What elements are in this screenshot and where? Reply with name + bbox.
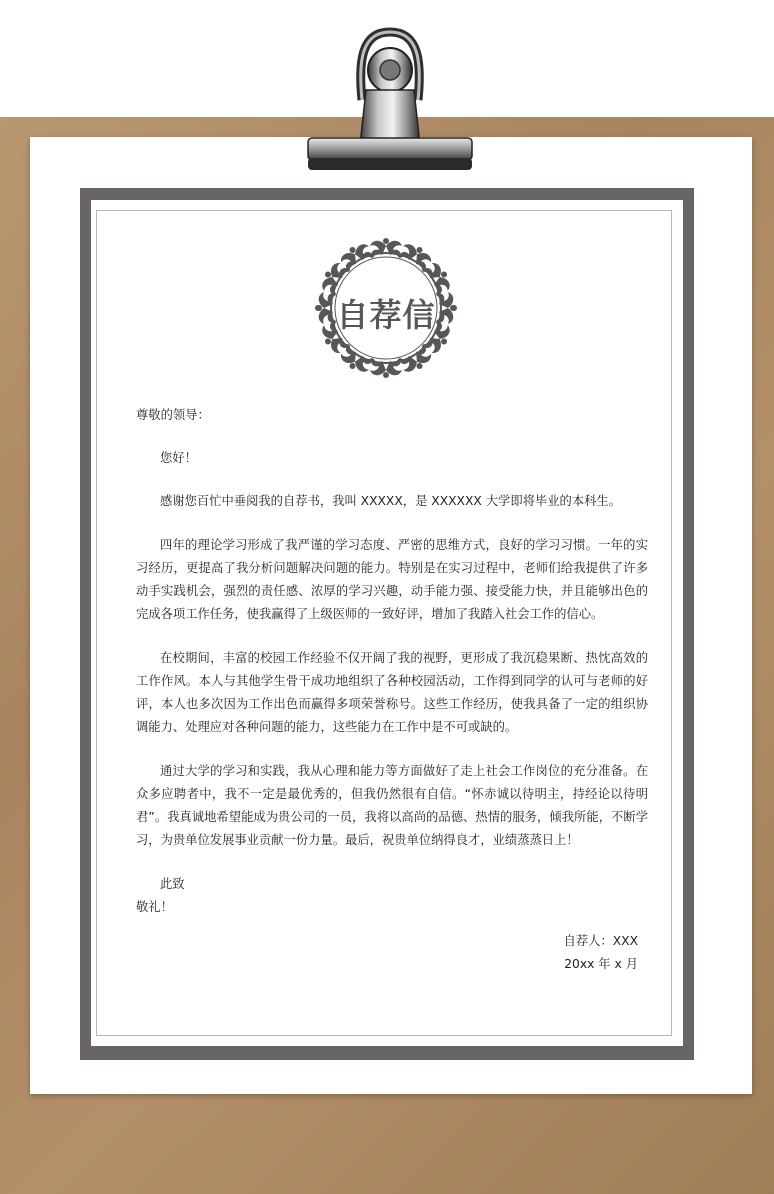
signer-name: 自荐人：XXX	[563, 934, 638, 948]
letter-paragraph: 通过大学的学习和实践，我从心理和能力等方面做好了走上社会工作岗位的充分准备。在众多应聘者中，我不一定是最优秀的，但我仍然很有自信。“怀赤诚以待明主，持经论以待明君”。我真诚地希望能成为贵公司的一员，我将以高尚的品德、热情的服务，倾我所能，不断学习，为贵单位发展事业贡献一份力量。最后，祝贵单位纳得良才，业绩蒸蒸日上！	[136, 764, 648, 847]
letter-body	[136, 404, 648, 919]
letter-greeting: 您好！	[160, 451, 197, 465]
letter-paragraph: 在校期间，丰富的校园工作经验不仅开阔了我的视野，更形成了我沉稳果断、热忱高效的工作作风。本人与其他学生骨干成功地组织了各种校园活动，工作得到同学的认可与老师的好评，本人也多次因为工作出色而赢得多项荣誉称号。这些工作经历，使我具备了一定的组织协调能力、处理应对各种问题的能力，这些能力在工作中是不可或缺的。	[136, 651, 648, 734]
page-title: 自荐信	[336, 296, 436, 334]
letter-salutation: 尊敬的领导：	[136, 408, 210, 422]
letter-date: 20xx 年 x 月	[564, 957, 638, 971]
letter-closing-line1: 此致	[160, 877, 185, 891]
letter-closing-line2: 敬礼！	[136, 900, 173, 914]
letter-signature	[520, 930, 638, 976]
letter-paragraph: 感谢您百忙中垂阅我的自荐书，我叫 XXXXX，是 XXXXXX 大学即将毕业的本科生。	[160, 494, 622, 508]
letter-paragraph: 四年的理论学习形成了我严谨的学习态度、严密的思维方式，良好的学习习惯。一年的实习经历，更提高了我分析问题解决问题的能力。特别是在实习过程中，老师们给我提供了许多动手实践机会，强烈的责任感、浓厚的学习兴趣，动手能力强、接受能力快，并且能够出色的完成各项工作任务，使我赢得了上级医师的一致好评，增加了我踏入社会工作的信心。	[136, 538, 648, 621]
binder-clip-icon	[300, 20, 480, 180]
